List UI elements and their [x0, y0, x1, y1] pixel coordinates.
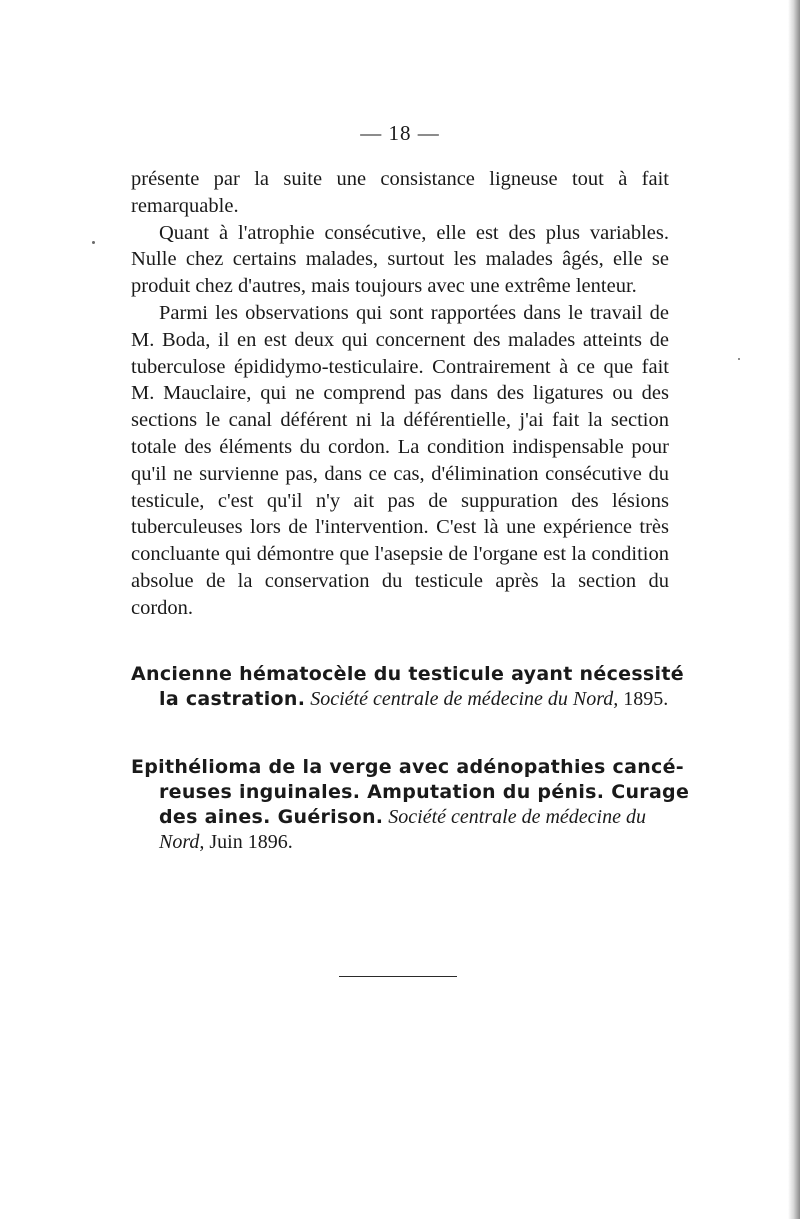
entry-title: la castration.	[159, 688, 306, 710]
bibliography-entry	[131, 755, 690, 855]
end-rule	[339, 976, 457, 977]
paragraph-continuation: présente par la suite une consistance ligneuse tout à fait remarquable.	[131, 168, 669, 217]
paper-speck	[92, 241, 95, 244]
entry-title: reuses inguinales. Amputation du pénis. Curage	[159, 781, 690, 803]
entry-source: Société centrale de médecine du	[388, 806, 646, 828]
bibliography-entry	[131, 662, 684, 712]
page-edge-shadow	[788, 0, 800, 1219]
page-number: — 18 —	[360, 121, 440, 145]
entry-title-line	[131, 805, 671, 830]
entry-title-line	[131, 662, 684, 687]
entry-title-line	[131, 755, 684, 780]
entry-year: 1895.	[623, 688, 669, 710]
entry-title-line	[131, 687, 671, 712]
entry-title-line	[131, 780, 690, 805]
entry-title: Epithélioma de la verge avec adénopathies cancé-	[131, 756, 684, 778]
body-text	[131, 166, 669, 622]
entry-title: des aines. Guérison.	[159, 806, 384, 828]
paper-speck	[738, 358, 740, 360]
entry-source: Société centrale de médecine du Nord,	[310, 688, 619, 710]
paragraph-atrophy: Quant à l'atrophie consécutive, elle est des plus variables. Nulle chez certains malades, surtout les malades âgés, elle se produit chez d'autres, mais toujours avec une extrême lenteur.	[131, 221, 669, 298]
entry-title: Ancienne hématocèle du testicule ayant nécessité	[131, 663, 684, 685]
entry-source-line	[131, 830, 671, 855]
paragraph-observations: Parmi les observations qui sont rapportées dans le travail de M. Boda, il en est deux qui concernent des malades atteints de tuberculose épididymo-testiculaire. Contrairement à ce que fait M. Mauclaire, qui ne comprend pas dans des ligatures ou des sections le canal déférent ni la déférentielle, j'ai fait la section totale des éléments du cordon. La condition indispensable pour qu'il ne survienne pas, dans ce cas, d'élimination consécutive du testicule, c'est qu'il n'y ait pas de suppuration des lésions tuberculeuses lors de l'intervention. C'est là une expérience très concluante qui démontre que l'asepsie de l'organe est la condition absolue de la conservation du testicule après la section du cordon.	[131, 301, 669, 619]
entry-source: Nord,	[159, 831, 205, 853]
entry-date: Juin 1896.	[209, 831, 293, 853]
